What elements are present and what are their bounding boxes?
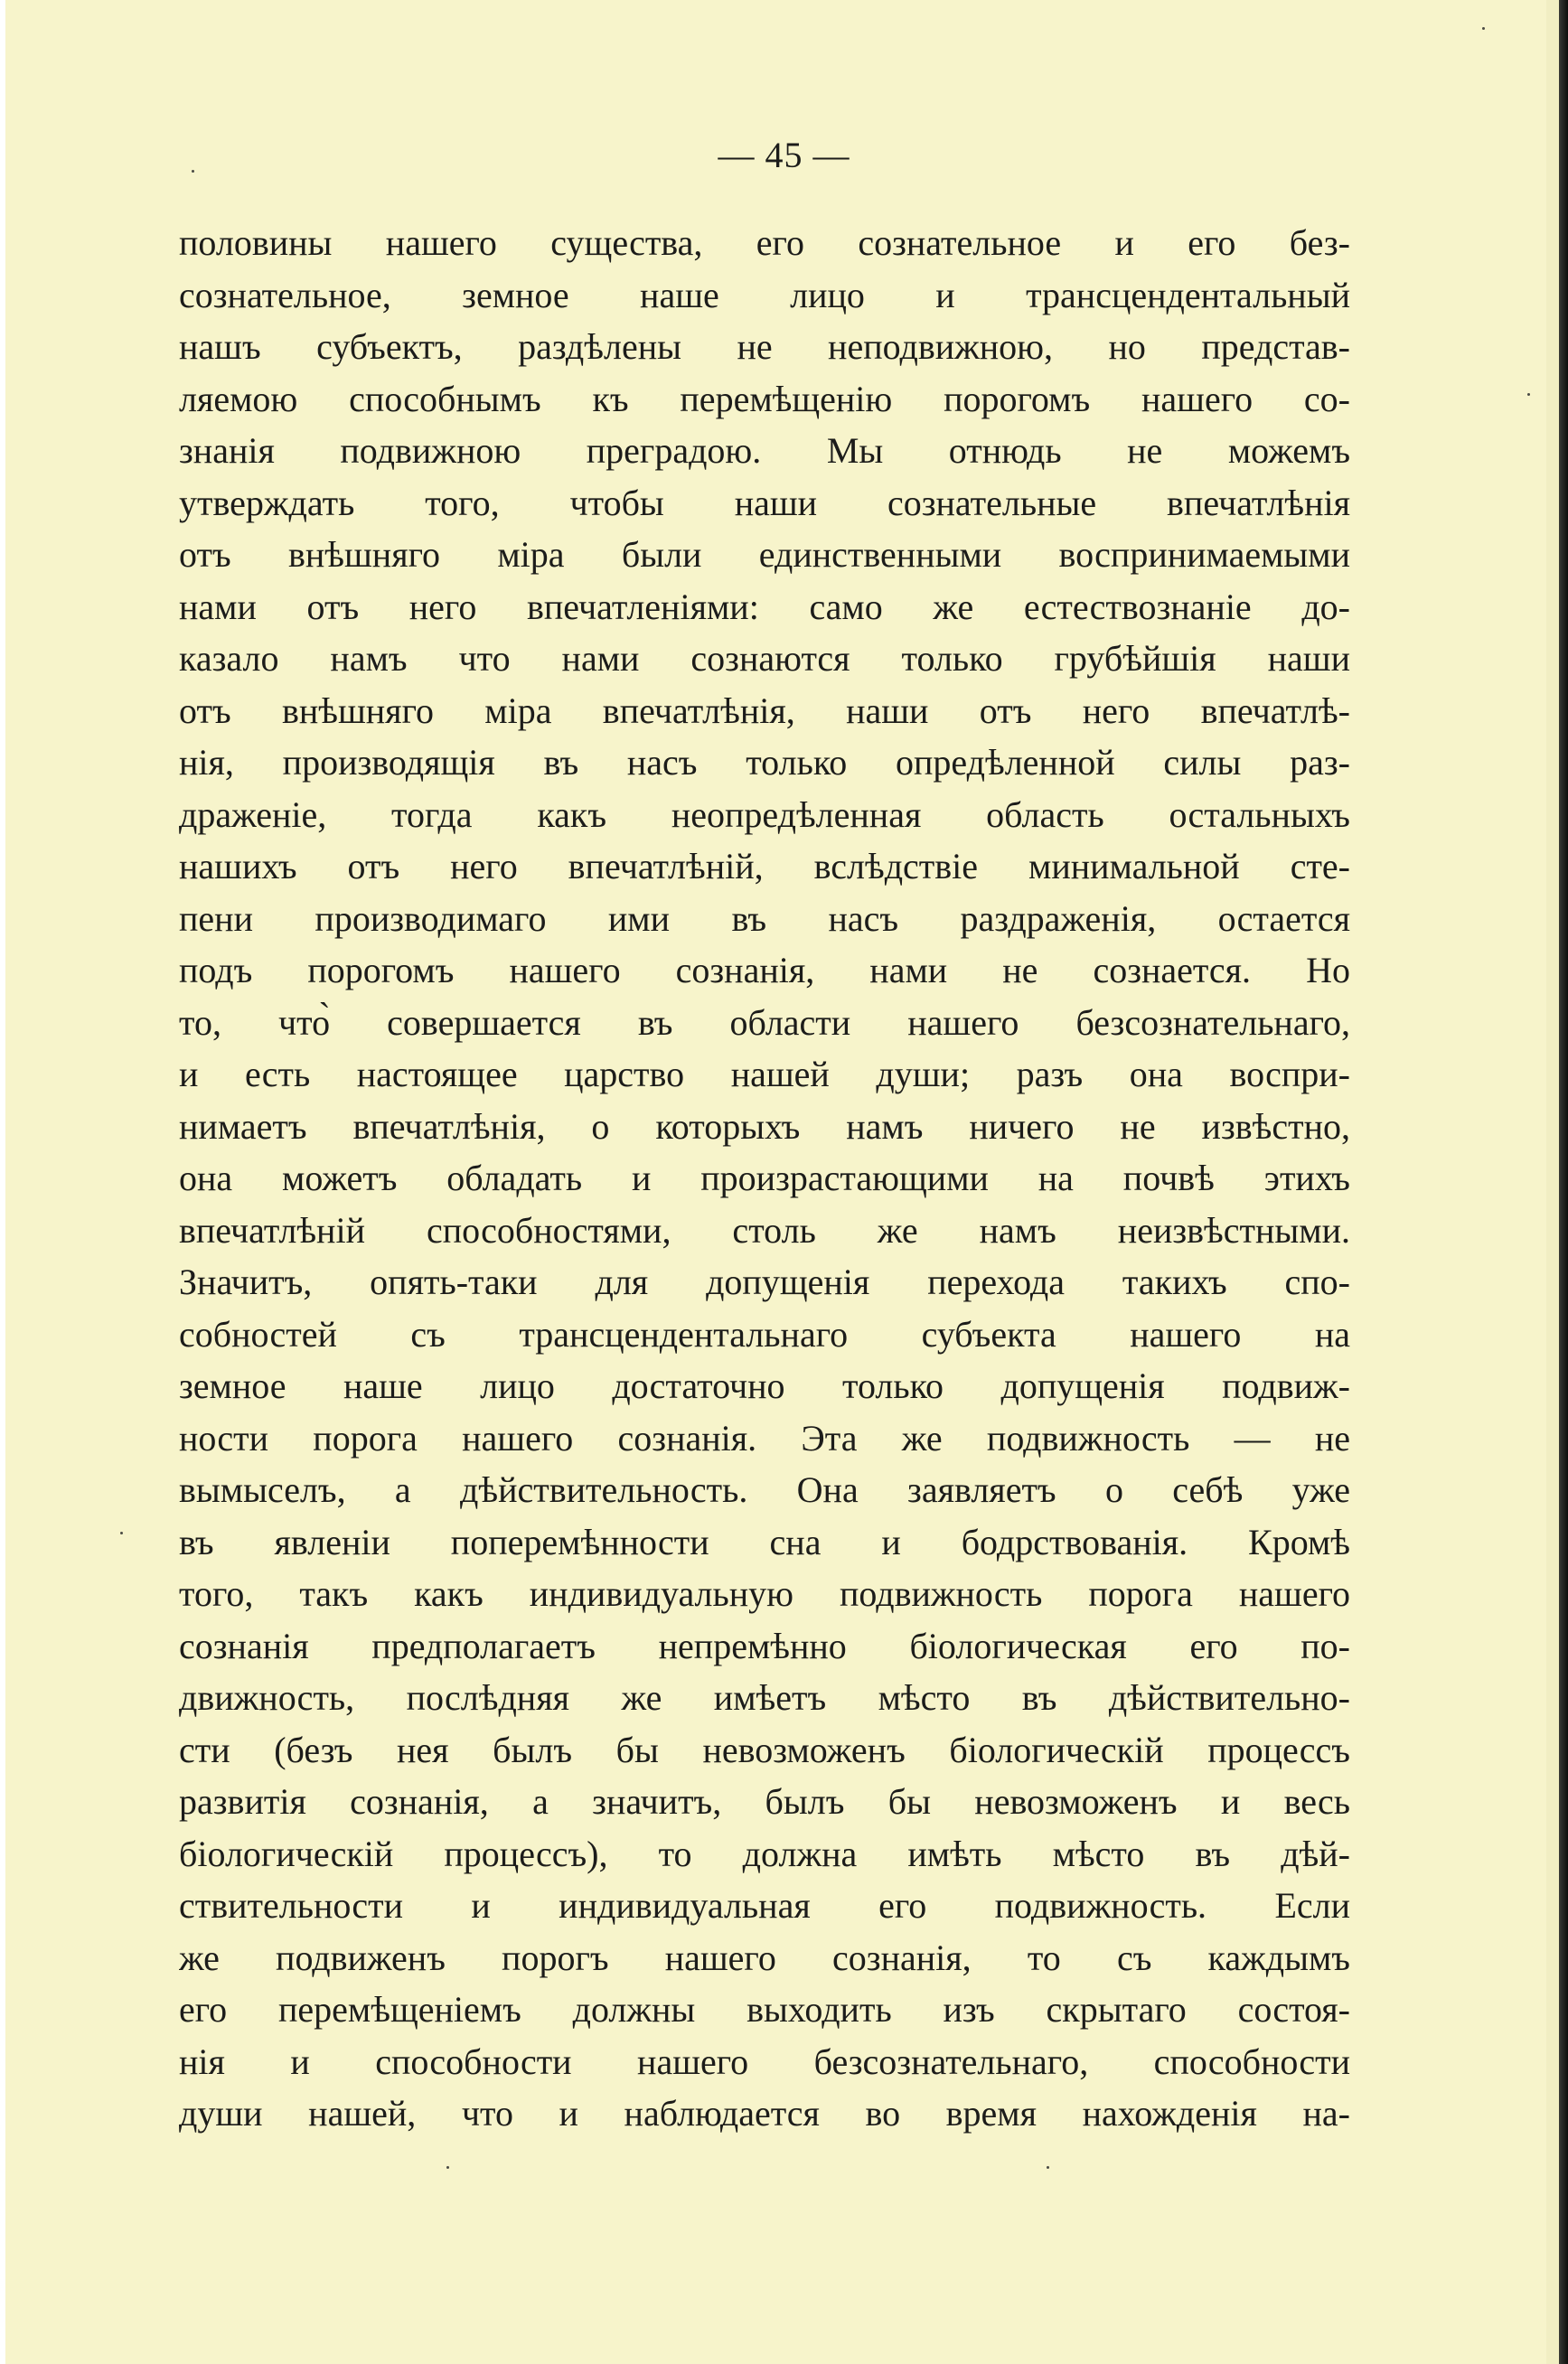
scan-speck — [1527, 393, 1530, 396]
text-line: нимаетъ впечатлѣнія, о которыхъ намъ ничего не извѣстно, — [179, 1105, 1350, 1147]
text-line: нашъ субъектъ, раздѣлены не неподвижною, но представ- — [179, 326, 1350, 367]
text-line: драженіе, тогда какъ неопредѣленная область остальныхъ — [179, 793, 1350, 835]
text-line: половины нашего существа, его сознательное и его без- — [179, 222, 1350, 263]
text-line: сознанія предполагаетъ непремѣнно біологическая его по- — [179, 1625, 1350, 1666]
text-line: развитія сознанія, а значитъ, былъ бы невозможенъ и весь — [179, 1781, 1350, 1822]
text-line: она можетъ обладать и произрастающими на почвѣ этихъ — [179, 1158, 1350, 1198]
text-line: казало намъ что нами сознаются только грубѣйшія наши — [179, 638, 1350, 679]
text-line: его перемѣщеніемъ должны выходить изъ скрытаго состоя- — [179, 1989, 1350, 2030]
text-line: отъ внѣшняго міра впечатлѣнія, наши отъ него впечатлѣ- — [179, 690, 1350, 731]
page-number: — 45 — — [718, 135, 850, 175]
page-left-edge — [0, 0, 5, 2364]
text-line: ствительности и индивидуальная его подвижность. Если — [179, 1885, 1350, 1926]
text-line: нами отъ него впечатленіями: само же естествознаніе до- — [179, 586, 1350, 627]
text-line: утверждать того, чтобы наши сознательные впечатлѣнія — [179, 482, 1350, 523]
text-line: земное наше лицо достаточно только допущенія подвиж- — [179, 1365, 1350, 1406]
scan-speck — [1482, 27, 1485, 30]
text-line: сознательное, земное наше лицо и трансцендентальный — [179, 274, 1350, 315]
text-line: ляемою способнымъ къ перемѣщенію порогомъ нашего со- — [179, 378, 1350, 419]
text-line: ности порога нашего сознанія. Эта же подвижность — не — [179, 1417, 1350, 1459]
text-line: Значитъ, опять-таки для допущенія перехода такихъ спо- — [179, 1262, 1350, 1302]
text-line: пени производимаго ими въ насъ раздраженія, остается — [179, 897, 1350, 939]
text-line: нашихъ отъ него впечатлѣній, вслѣдствіе минимальной сте- — [179, 846, 1350, 886]
scan-speck — [120, 1532, 123, 1534]
text-line: же подвиженъ порогъ нашего сознанія, то съ каждымъ — [179, 1937, 1350, 1978]
text-line: души нашей, что и наблюдается во время нахожденія на- — [179, 2093, 1350, 2134]
text-line: движность, послѣдняя же имѣетъ мѣсто въ дѣйствительно- — [179, 1677, 1350, 1718]
text-line: нія и способности нашего безсознательнаго, способности — [179, 2040, 1350, 2082]
text-line: въ явленіи поперемѣнности сна и бодрствованія. Кромѣ — [179, 1521, 1350, 1562]
scan-speck — [446, 2166, 449, 2169]
text-line: знанія подвижною преградою. Мы отнюдь не можемъ — [179, 430, 1350, 471]
body-text — [179, 217, 1350, 2140]
text-line: то, что̀ совершается въ области нашего безсознательнаго, — [179, 1001, 1350, 1043]
text-line: біологическій процессъ), то должна имѣть мѣсто въ дѣй- — [179, 1833, 1350, 1874]
text-line: подъ порогомъ нашего сознанія, нами не сознается. Но — [179, 950, 1350, 990]
text-line: собностей съ трансцендентальнаго субъекта нашего на — [179, 1313, 1350, 1355]
text-line: отъ внѣшняго міра были единственными воспринимаемыми — [179, 534, 1350, 575]
scan-speck — [192, 170, 194, 173]
text-line: того, такъ какъ индивидуальную подвижность порога нашего — [179, 1573, 1350, 1614]
text-line: сти (безъ нея былъ бы невозможенъ біологическій процессъ — [179, 1729, 1350, 1770]
text-line: впечатлѣній способностями, столь же намъ неизвѣстными. — [179, 1209, 1350, 1251]
scan-speck — [1047, 2166, 1049, 2169]
page-right-margin — [1546, 0, 1559, 2364]
text-line: вымыселъ, а дѣйствительность. Она заявляетъ о себѣ уже — [179, 1469, 1350, 1510]
text-line: нія, производящія въ насъ только опредѣленной силы раз- — [179, 742, 1350, 783]
page-right-edge-shadow — [1559, 0, 1568, 2364]
text-line: и есть настоящее царство нашей души; разъ она воспри- — [179, 1054, 1350, 1094]
